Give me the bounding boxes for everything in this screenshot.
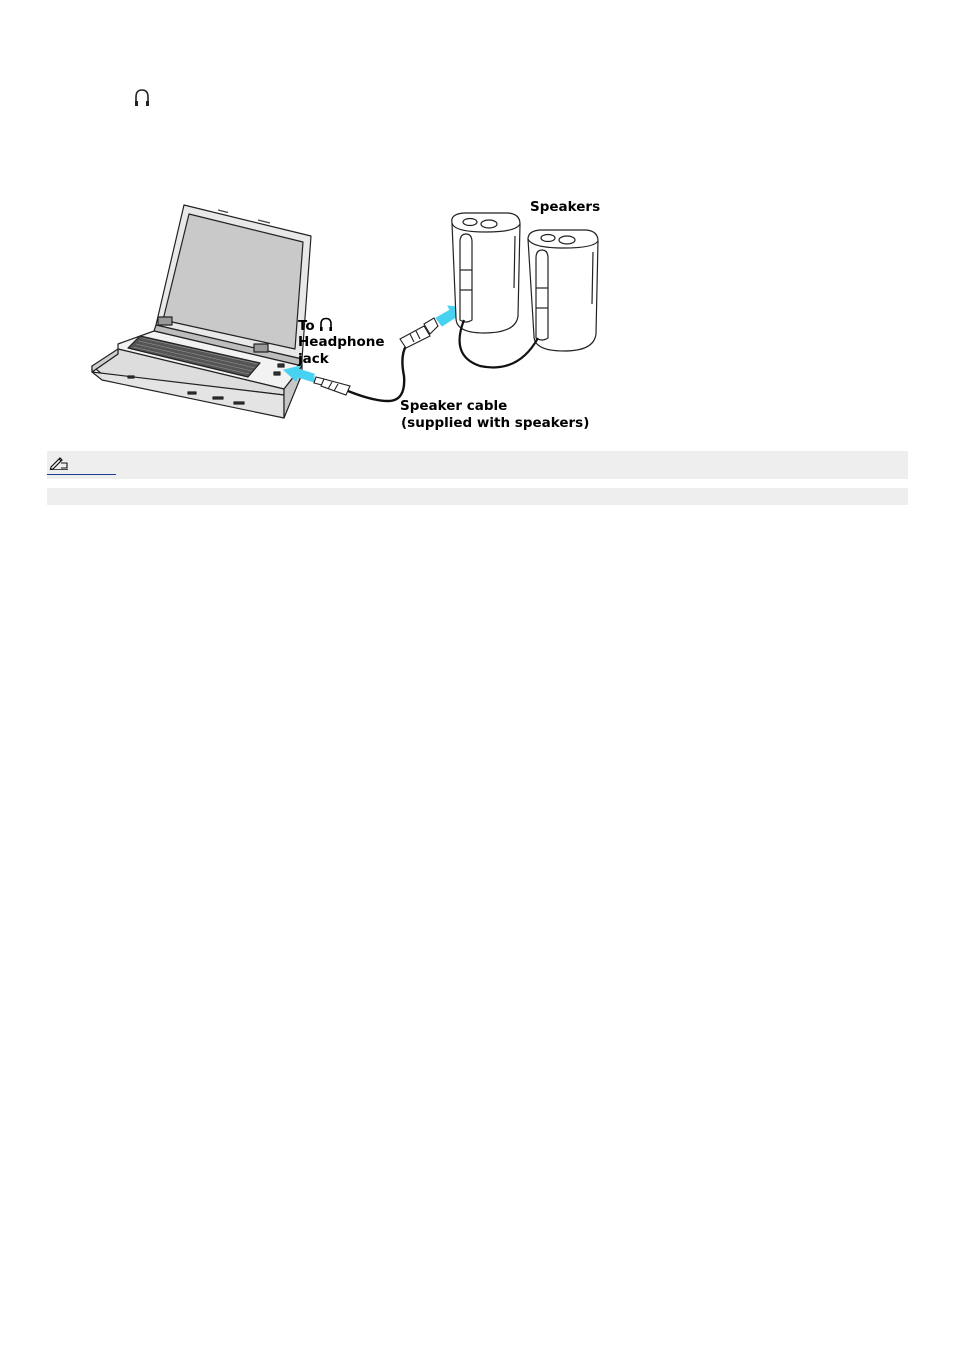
note-link-underline[interactable] <box>47 474 116 475</box>
note-bar <box>47 451 908 479</box>
label-headphone: Headphone <box>298 334 385 350</box>
label-jack: jack <box>298 351 329 367</box>
speaker-plug <box>400 318 438 348</box>
headphone-icon <box>133 88 151 108</box>
headphone-icon <box>319 317 333 332</box>
speaker-left <box>452 213 520 333</box>
label-to-headphone <box>298 317 333 335</box>
label-supplied-with-speakers: (supplied with speakers) <box>401 415 590 431</box>
note-bar-secondary <box>47 488 908 505</box>
label-speakers: Speakers <box>530 199 601 215</box>
laptop-illustration <box>92 205 311 418</box>
speaker-cable <box>348 346 406 401</box>
connection-diagram <box>88 196 618 440</box>
note-pencil-icon <box>49 454 69 470</box>
speaker-right <box>528 230 598 351</box>
speaker-connection-illustration <box>88 196 618 440</box>
laptop-plug <box>314 377 350 395</box>
label-to: To <box>298 318 315 334</box>
label-speaker-cable: Speaker cable <box>400 398 508 414</box>
